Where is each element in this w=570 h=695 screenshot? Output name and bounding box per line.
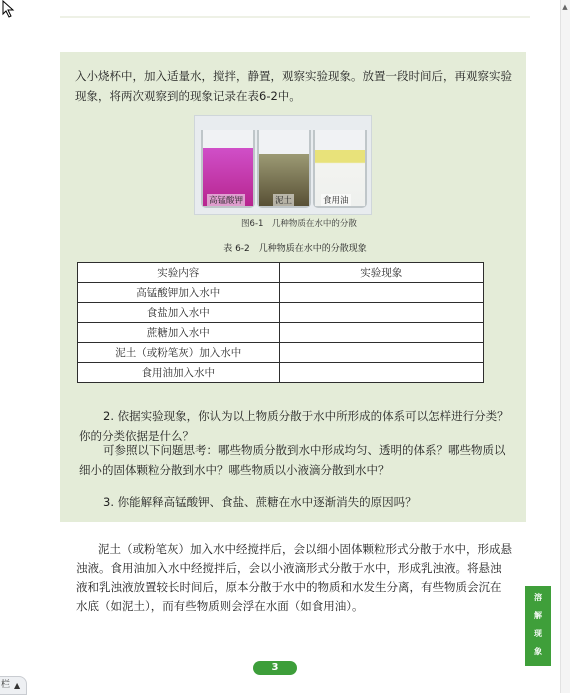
- observation-cell: [279, 303, 483, 323]
- vertical-scrollbar[interactable]: [560, 0, 570, 693]
- side-tab-char: 溶: [534, 593, 542, 602]
- section-side-tab: [525, 586, 551, 666]
- photo-label: 高锰酸钾: [209, 196, 244, 206]
- beakers-photo: [194, 115, 372, 215]
- table-row: [78, 343, 484, 363]
- table-caption: 表 6-2 几种物质在水中的分散现象: [223, 244, 367, 254]
- figure-caption: 图6-1 几种物质在水中的分散: [241, 219, 357, 229]
- table-row: [78, 363, 484, 383]
- bottom-toolbar-label: 栏: [1, 680, 11, 690]
- experiment-cell: 高锰酸钾加入水中: [78, 283, 280, 303]
- scroll-up-arrow-icon[interactable]: ▲: [562, 3, 568, 11]
- observation-cell: [279, 323, 483, 343]
- expand-up-icon[interactable]: ▲: [14, 681, 21, 690]
- intro-paragraph: 入小烧杯中，加入适量水，搅拌，静置，观察实验现象。放置一段时间后，再观察实验现象，将两次观察到的现象记录在表6-2中。: [75, 69, 512, 103]
- observation-cell: [279, 343, 483, 363]
- photo-label: 食用油: [323, 196, 349, 206]
- table-header-row: [78, 263, 484, 283]
- column-header: 实验现象: [279, 263, 483, 283]
- side-tab-char: 象: [534, 647, 542, 656]
- experiment-cell: 蔗糖加入水中: [78, 323, 280, 343]
- table-row: [78, 283, 484, 303]
- experiment-cell: 泥土（或粉笔灰）加入水中: [78, 343, 280, 363]
- column-header: 实验内容: [78, 263, 280, 283]
- thinking-hint: 可参照以下问题思考：哪些物质分散到水中形成均匀、透明的体系？哪些物质以细小的固体颗粒分散到水中？哪些物质以小液滴分散到水中？: [79, 443, 506, 477]
- experiment-cell: 食用油加入水中: [78, 363, 280, 383]
- bottom-toolbar[interactable]: [0, 676, 27, 695]
- side-tab-char: 现: [534, 629, 542, 638]
- explanation-paragraph: 泥土（或粉笔灰）加入水中经搅拌后，会以细小固体颗粒形式分散于水中，形成悬浊液。食用油加入水中经搅拌后，会以小液滴形式分散于水中，形成乳浊液。将悬浊液和乳浊液放置较长时间后，原本分散于水中的物质和水发生分离，有些物质会沉在水底（如泥土），而有些物质则会浮在水面（如食用油）。: [76, 542, 512, 613]
- observation-cell: [279, 283, 483, 303]
- page-top-rule: [60, 16, 530, 18]
- experiment-cell: 食盐加入水中: [78, 303, 280, 323]
- mouse-cursor-icon: [2, 0, 16, 18]
- table-row: [78, 323, 484, 343]
- question-2: 2. 依据实验现象，你认为以上物质分散于水中所形成的体系可以怎样进行分类？你的分类依据是什么？: [79, 409, 509, 443]
- table-row: [78, 303, 484, 323]
- photo-label: 泥土: [275, 196, 293, 206]
- page-number: 3: [253, 661, 297, 675]
- side-tab-char: 解: [534, 611, 542, 620]
- question-3: 3. 你能解释高锰酸钾、食盐、蔗糖在水中逐渐消失的原因吗？: [103, 495, 417, 509]
- experiment-table: [77, 262, 484, 383]
- observation-cell: [279, 363, 483, 383]
